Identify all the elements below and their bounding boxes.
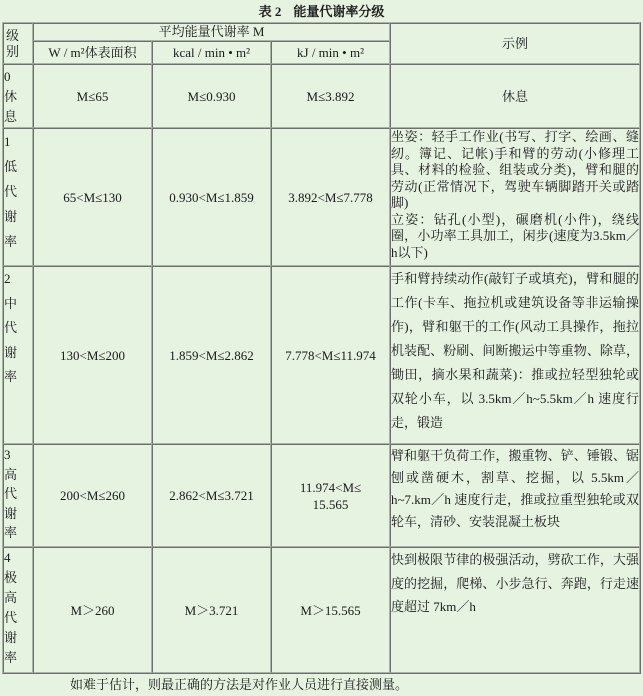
value-cell-kcal: 2.862<M≤3.721 [152, 444, 271, 547]
value-cell-kj: 7.778<M≤11.974 [271, 266, 390, 444]
value-cell-kcal: 0.930<M≤1.859 [152, 128, 271, 266]
page-title [0, 3, 643, 20]
header-examples: 示例 [390, 23, 640, 64]
value-cell-w-m2: M≤65 [33, 64, 152, 128]
value-cell-kcal: M≤0.930 [152, 64, 271, 128]
level-number: 3 [4, 447, 11, 462]
level-cell [3, 64, 33, 128]
example-paragraph: 手和臂持续动作(敲钉子或填充)，臂和腿的工作(卡车、拖拉机或建筑设备等非运输操作)，臂和躯干的工作(风动工具操作，拖拉机装配、粉刷、间断搬运中等重物、除草，锄田，摘水果和蔬菜)：推或拉轻型独轮或双轮小车，以 3.5km／h~5.5km／h 速度行走，锻造 [391, 271, 639, 430]
examples-cell [390, 266, 640, 444]
value-cell-kcal: M＞3.721 [152, 547, 271, 673]
example-paragraph-sitting: 坐姿：轻手工作业(书写、打字、绘画、缝纫。簿记、记帐)手和臂的劳动(小修理工具、材料的检验、组装或分类)，臂和腿的劳动(正常情况下，驾驶车辆脚踏开关或踏脚) [391, 129, 639, 210]
table-row-level-0 [3, 64, 640, 128]
level-number: 0 [4, 69, 11, 84]
energy-metabolism-table [2, 22, 641, 674]
value-cell-kj: M≤3.892 [271, 64, 390, 128]
level-name: 休息 [4, 89, 18, 124]
value-cell-kcal: 1.859<M≤2.862 [152, 266, 271, 444]
table-row-level-2 [3, 266, 640, 444]
example-paragraph: 快到极限节律的极强活动，劈砍工作，大强度的挖掘，爬梯、小步急行、奔跑，行走速度超过 7km／h [391, 552, 639, 614]
table-label: 表 2 [258, 4, 282, 19]
example-paragraph: 臂和躯干负荷工作，搬重物、铲、锤锻、锯刨或凿硬木，割草、挖掘，以 5.5km／h~7.km／h 速度行走，推或拉重型独轮或双轮车，清砂、安装混凝土板块 [391, 448, 639, 529]
value-cell-kj: 3.892<M≤7.778 [271, 128, 390, 266]
table-title: 能量代谢率分级 [293, 4, 385, 19]
level-name: 高代谢率 [4, 466, 18, 540]
level-name: 中代谢率 [4, 295, 18, 384]
level-cell [3, 444, 33, 547]
value-cell-w-m2: 65<M≤130 [33, 128, 152, 266]
header-unit-kj: kJ / min • m² [271, 41, 390, 64]
header-row [3, 23, 640, 41]
table-row-level-3 [3, 444, 640, 547]
header-metabolic-rate: 平均能量代谢率 M [33, 23, 390, 41]
level-number: 1 [4, 134, 11, 149]
value-cell-w-m2: 130<M≤200 [33, 266, 152, 444]
header-unit-w-m2: W / m²体表面积 [33, 41, 152, 64]
level-name: 极高代谢率 [4, 570, 18, 665]
header-unit-kcal: kcal / min • m² [152, 41, 271, 64]
header-level-label: 级别 [5, 27, 19, 59]
value-cell-kj: 11.974<M≤ 15.565 [271, 444, 390, 547]
level-number: 2 [4, 271, 11, 286]
value-cell-w-m2: M＞260 [33, 547, 152, 673]
table-row-level-1 [3, 128, 640, 266]
value-cell-kj: M＞15.565 [271, 547, 390, 673]
examples-cell [390, 444, 640, 547]
footnote: 如难于估计，则最正确的方法是对作业人员进行直接测量。 [70, 677, 409, 692]
examples-cell [390, 64, 640, 128]
examples-cell [390, 547, 640, 673]
level-cell [3, 547, 33, 673]
examples-cell [390, 128, 640, 266]
table-row-level-4 [3, 547, 640, 673]
level-name: 低代谢率 [4, 159, 18, 249]
example-paragraph-standing: 立姿：钻孔(小型)，碾磨机(小件)，绕线圈，小功率工具加工，闲步(速度为3.5km／h以下) [391, 211, 639, 260]
header-level [3, 23, 33, 64]
level-number: 4 [4, 550, 11, 565]
level-cell [3, 266, 33, 444]
example-paragraph: 休息 [501, 88, 528, 104]
value-cell-w-m2: 200<M≤260 [33, 444, 152, 547]
level-cell [3, 128, 33, 266]
